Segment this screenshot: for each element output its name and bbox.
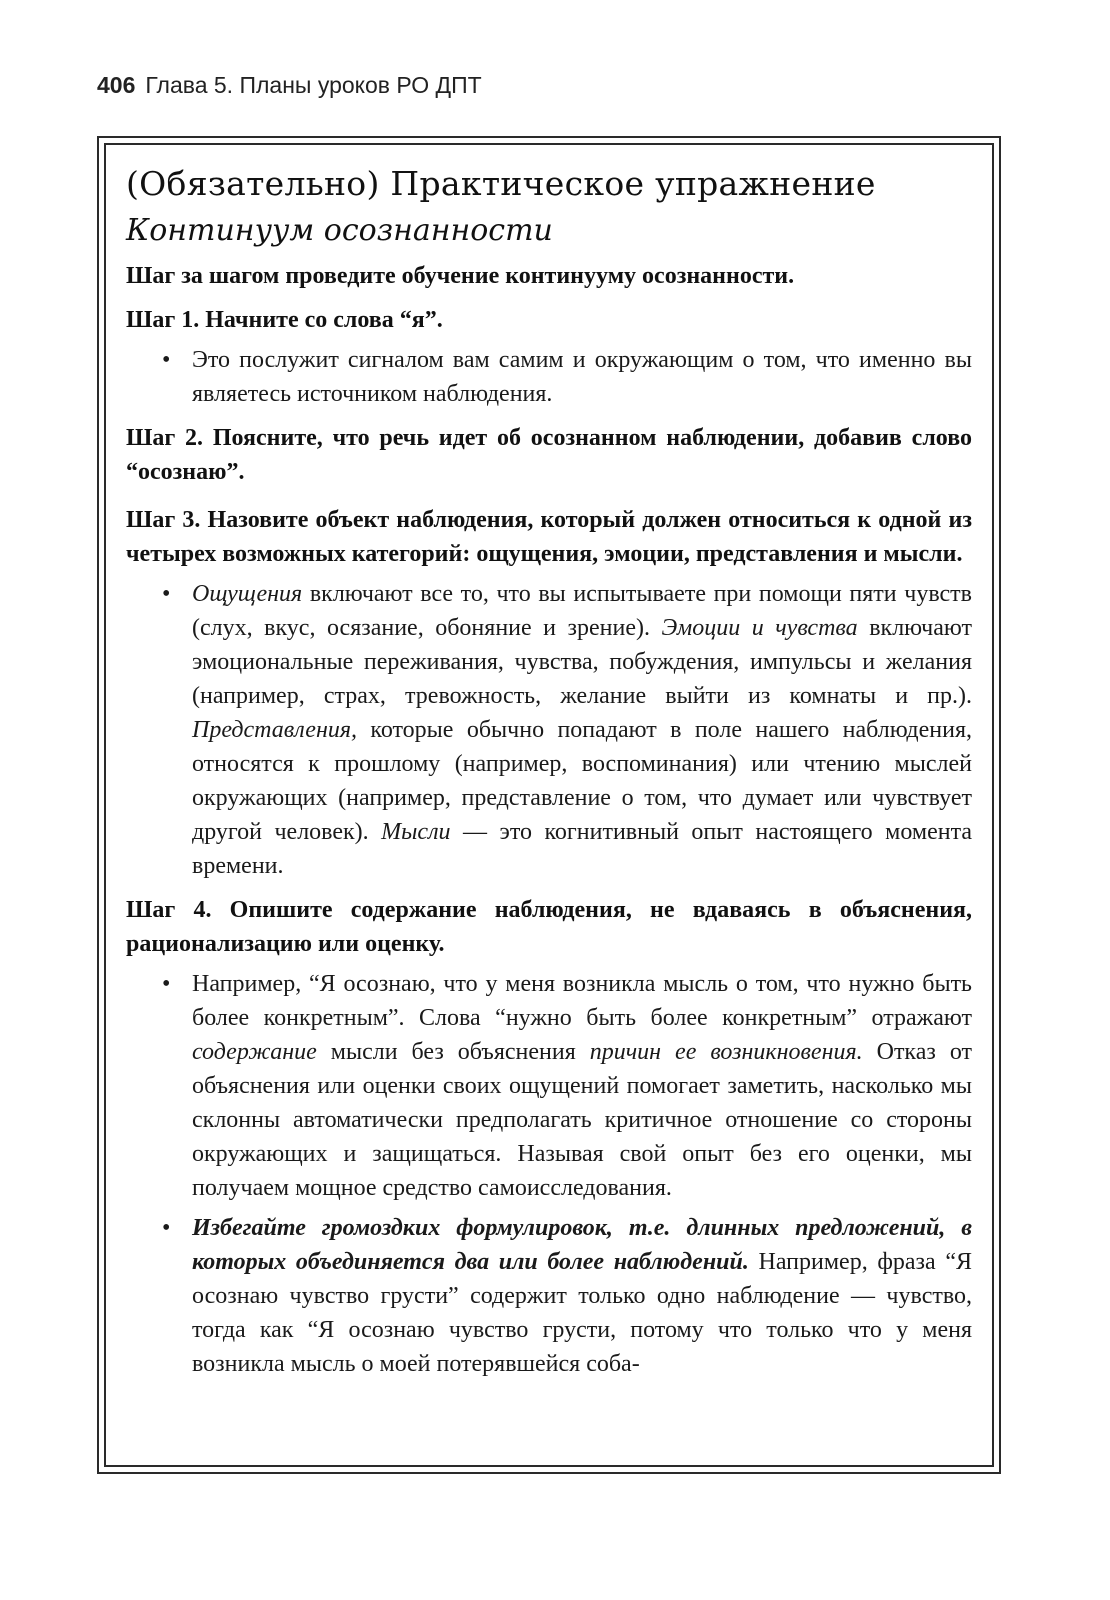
bullet-icon: • [162, 971, 171, 997]
term-causes: причин ее возникновения. [589, 1039, 863, 1065]
bullet-text: Это послужит сигналом вам самим и окружающим о том, что именно вы являетесь источником наблюдения. [192, 347, 972, 407]
running-head [97, 72, 482, 99]
list-item [126, 967, 972, 1205]
text-run: мысли без объяснения [316, 1039, 590, 1065]
bullet-icon: • [162, 347, 171, 373]
box-title: (Обязательно) Практическое упражнение [126, 164, 876, 203]
text-run: которые обычно попадают в поле нашего наблюдения, относятся к прошлому (например, воспоминания) или чтению мыслей окружающих (например, представление о том, что думает или чувствует другой человек). [192, 717, 972, 845]
exercise-box [97, 136, 1001, 1474]
text-run: — это когнитивный опыт настоящего момента времени. [192, 819, 972, 879]
list-item [126, 1211, 972, 1381]
running-title: Глава 5. Планы уроков РО ДПТ [145, 72, 482, 98]
step-4-heading: Шаг 4. Опишите содержание наблюдения, не вдаваясь в объяснения, рационализацию или оценку. [126, 897, 972, 957]
step-1-heading: Шаг 1. Начните со слова “я”. [126, 307, 443, 333]
term-emotions: Эмоции и чувства [661, 615, 858, 641]
step-3-bullets [126, 577, 972, 883]
term-thoughts: Мысли [381, 819, 451, 845]
text-run: Отказ от объяснения или оценки своих ощущений помогает заметить, насколько мы склонны автоматически предполагать критичное отношение со стороны окружающих и защищаться. Называя свой опыт без его оценки, мы получаем мощное средство самоисследования. [192, 1039, 972, 1201]
intro-text: Шаг за шагом проведите обучение континууму осознанности. [126, 263, 795, 289]
term-content: содержание [192, 1039, 317, 1065]
emphasis-text: Избегайте громоздких формулировок, т.е. длинных предложений, в которых объединяется два или более наблюдений. [192, 1215, 972, 1275]
step-1-bullets [126, 343, 972, 411]
term-sensations: Ощущения [192, 581, 303, 607]
text-run: включают эмоциональные переживания, чувства, побуждения, импульсы и желания (например, страх, тревожность, желание выйти из комнаты и пр.). [192, 615, 973, 709]
step-3-heading: Шаг 3. Назовите объект наблюдения, который должен относиться к одной из четырех возможных категорий: ощущения, эмоции, представления и мысли. [126, 507, 972, 567]
page-number: 406 [97, 72, 136, 98]
list-item [126, 343, 972, 411]
text-run: Например, “Я осознаю, что у меня возникла мысль о том, что нужно быть более конкретным”. Слова “нужно быть более конкретным” отражают [192, 971, 972, 1031]
step-2-heading: Шаг 2. Поясните, что речь идет об осознанном наблюдении, добавив слово “осознаю”. [126, 425, 972, 485]
bullet-icon: • [162, 1215, 171, 1241]
step-4-bullets [126, 967, 972, 1381]
list-item [126, 577, 972, 883]
term-images: Представления, [192, 717, 357, 743]
text-run: Например, фраза “Я осознаю чувство грусти” содержит только одно наблюдение — чувство, тогда как “Я осознаю чувство грусти, потому что только что у меня возникла мысль о моей потерявшейся соба- [192, 1249, 972, 1377]
exercise-box-inner [104, 143, 994, 1467]
bullet-icon: • [162, 581, 171, 607]
text-run: включают все то, что вы испытываете при помощи пяти чувств (слух, вкус, осязание, обоняние и зрение). [192, 581, 972, 641]
box-subtitle: Континуум осознанности [126, 213, 553, 248]
